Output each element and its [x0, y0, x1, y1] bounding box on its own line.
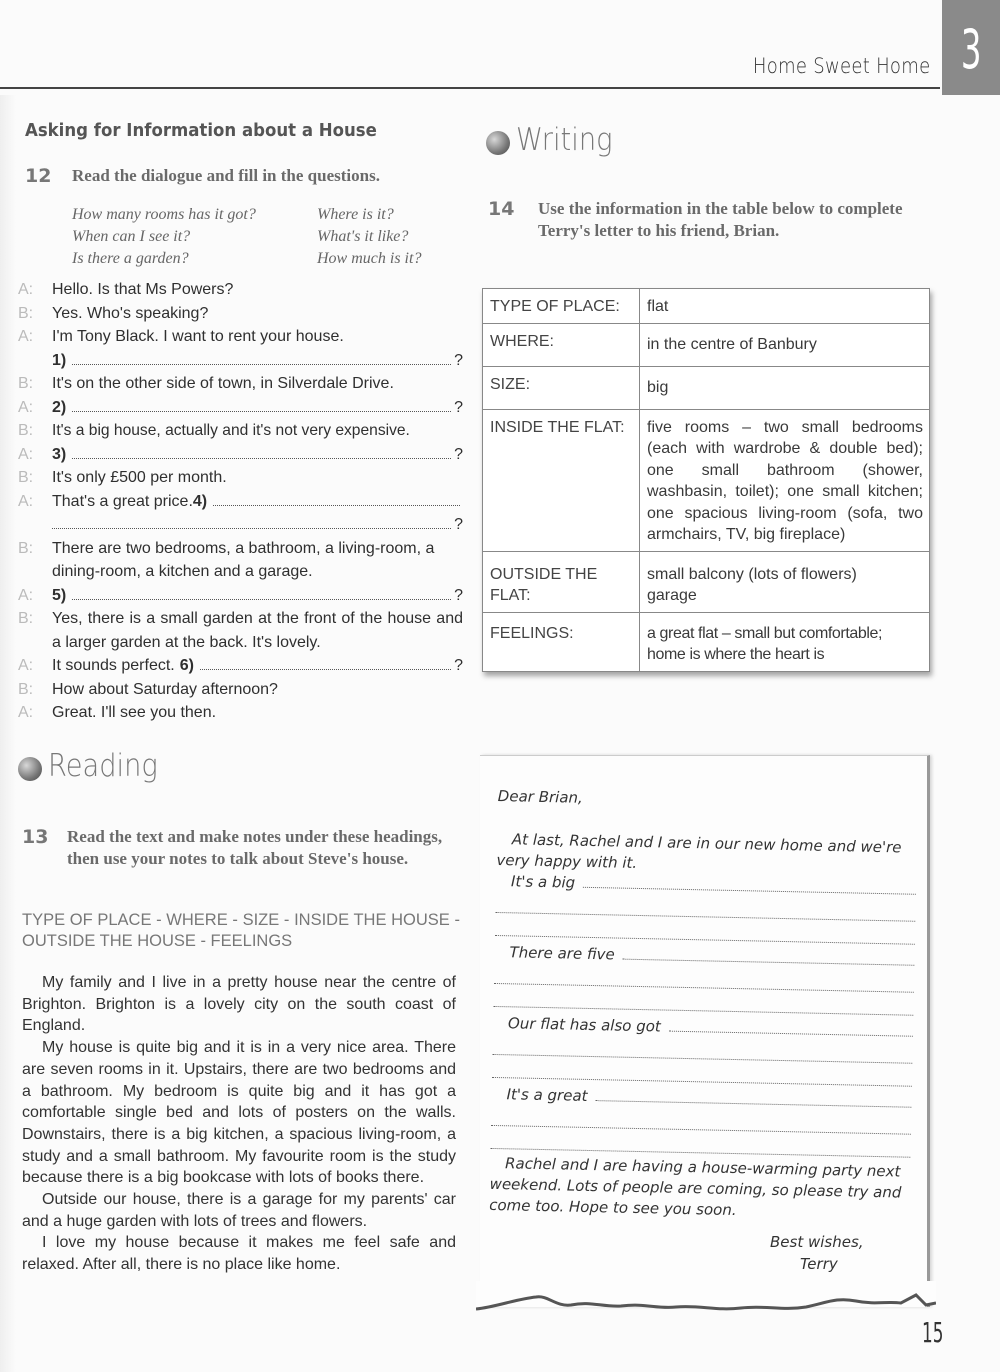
table-row: FEELINGS: a great flat – small but comfortable; home is where the heart is — [483, 612, 930, 671]
paragraph: Outside our house, there is a garage for my parents' car and a huge garden with lots of trees and flowers. — [22, 1191, 456, 1230]
fill-in-blank[interactable] — [669, 1020, 913, 1037]
speaker-label: B: — [18, 610, 34, 627]
reading-heading — [18, 748, 173, 784]
option: When can I see it? — [72, 228, 191, 245]
exercise-number: 13 — [22, 826, 49, 848]
sphere-bullet-icon — [486, 131, 510, 155]
option: What's it like? — [317, 228, 409, 245]
fill-in-blank[interactable] — [72, 398, 451, 412]
section-title-writing: Writing — [516, 122, 613, 158]
dialogue-line: A: Hello. Is that Ms Powers? — [18, 278, 463, 302]
exercise-number: 12 — [25, 165, 52, 187]
dialogue-line: B: How about Saturday afternoon? — [18, 678, 463, 702]
speaker-label: B: — [18, 680, 34, 698]
exercise-12 — [25, 165, 465, 187]
dialogue-line: A: I'm Tony Black. I want to rent your house. — [18, 325, 463, 349]
dialogue-blank-1[interactable]: 1) ? — [52, 351, 463, 369]
paragraph: My family and I live in a pretty house near the centre of Brighton. Brighton is a lovely city on the south coast of England. — [22, 974, 456, 1035]
binding-shadow — [0, 95, 16, 1372]
exercise-instruction: Use the information in the table below to complete Terry's letter to his friend, Brian. — [538, 199, 903, 240]
dialogue-line: B: Yes, there is a small garden at the front of the house and a larger garden at the back. It's lovely. — [18, 607, 463, 654]
option: How many rooms has it got? — [72, 206, 256, 223]
sphere-bullet-icon — [18, 757, 42, 781]
speaker-label: B: — [18, 422, 34, 439]
exercise-instruction: Read the text and make notes under these headings, then use your notes to talk about Steve's house. — [67, 827, 443, 868]
fill-in-blank[interactable] — [595, 1089, 911, 1108]
letter-line-rooms[interactable]: There are five — [494, 942, 914, 972]
table-row: OUTSIDE THE FLAT: small balcony (lots of flowers) garage — [483, 551, 930, 612]
torn-edge-decoration — [476, 1281, 936, 1321]
fill-in-blank[interactable] — [583, 876, 916, 895]
paragraph: I love my house because it makes me feel safe and relaxed. After all, there is no place like home. — [22, 1234, 456, 1274]
reading-passage — [22, 972, 456, 1276]
table-row: INSIDE THE FLAT: five rooms – two small bedrooms (each with wardrobe & double bed); one small bathroom (shower, washbasin, toilet); one small kitchen; one spacious living-room (sofa, two armchairs, TV, big fireplace) — [483, 409, 930, 551]
letter-card — [480, 755, 930, 1307]
fill-in-blank[interactable] — [72, 586, 451, 600]
dialogue-line: B: It's on the other side of town, in Silverdale Drive. — [18, 372, 463, 396]
speaker-label: B: — [18, 469, 34, 486]
dialogue-line: B: It's a big house, actually and it's not very expensive. — [18, 419, 463, 443]
running-header — [0, 0, 1000, 95]
letter-greeting: Dear Brian, — [497, 786, 583, 807]
dialogue-blank-6[interactable]: A: It sounds perfect. 6) ? — [18, 657, 463, 674]
fill-in-blank[interactable] — [200, 656, 451, 670]
flat-info-table — [482, 288, 930, 672]
chapter-tab — [942, 0, 1000, 95]
speaker-label: A: — [18, 328, 34, 345]
page-number: 15 — [922, 1316, 944, 1349]
dialogue-line: B: There are two bedrooms, a bathroom, a living-room, a dining-room, a kitchen and a garage. — [18, 537, 463, 584]
fill-in-blank[interactable] — [213, 492, 460, 506]
option: Where is it? — [317, 206, 394, 223]
paragraph: My house is quite big and it is in a very nice area. There are seven rooms in it. Upstairs, there are two bedrooms and a bathroom. My bedroom is quite big and it has got a comfortable single bed and lots of posters on the walls. Downstairs, there is a big kitchen, a spacious living-room, a study and a small bathroom. My favourite room is the study because there is a big bookcase with lots of books there. — [22, 1039, 456, 1187]
exercise-13 — [22, 826, 462, 870]
speaker-label: B: — [18, 375, 34, 392]
fill-in-blank[interactable] — [72, 351, 451, 365]
table-row: SIZE: big — [483, 366, 930, 409]
letter-line-outside[interactable]: Our flat has also got — [493, 1013, 913, 1043]
letter-opening: At last, Rachel and I are in our new home and we're very happy with it. — [496, 830, 902, 872]
letter-body — [489, 786, 918, 1225]
note-headings: TYPE OF PLACE - WHERE - SIZE - INSIDE THE HOUSE - OUTSIDE THE HOUSE - FEELINGS — [22, 911, 460, 950]
letter-closing-paragraph: Rachel and I are having a house-warming party next weekend. Lots of people are coming, so please try and come too. Hope to see you soon. — [489, 1154, 902, 1220]
header-rule — [0, 87, 940, 89]
option: Is there a garden? — [72, 250, 189, 267]
running-title: Home Sweet Home — [752, 54, 930, 78]
dialogue-blank-3[interactable]: A: 3) ? — [18, 445, 463, 463]
exercise-number: 14 — [488, 198, 515, 220]
letter-signoff: Best wishes, Terry — [770, 1233, 864, 1273]
exercise-instruction: Read the dialogue and fill in the questions. — [72, 166, 380, 185]
letter-line-feelings[interactable]: It's a great — [491, 1084, 911, 1114]
option: How much is it? — [317, 250, 422, 267]
dialogue-line: B: Yes. Who's speaking? — [18, 302, 463, 326]
letter-line-size[interactable]: It's a big — [496, 871, 916, 901]
letter-signature: Terry — [800, 1255, 838, 1273]
question-options — [72, 204, 462, 270]
chapter-number: 3 — [960, 18, 982, 81]
dialogue-line: A: Great. I'll see you then. — [18, 701, 463, 725]
section-heading-asking: Asking for Information about a House — [25, 120, 377, 141]
fill-in-blank[interactable] — [52, 515, 451, 529]
table-row: TYPE OF PLACE: flat — [483, 289, 930, 324]
speaker-label: A: — [18, 704, 34, 721]
section-title-reading: Reading — [48, 748, 158, 784]
dialogue-blank-2[interactable]: A: 2) ? — [18, 398, 463, 416]
fill-in-blank[interactable] — [72, 445, 451, 459]
dialogue — [18, 278, 463, 725]
dialogue-line: B: It's only £500 per month. — [18, 466, 463, 490]
fill-in-blank[interactable] — [623, 948, 915, 966]
speaker-label: A: — [18, 281, 34, 298]
dialogue-blank-4-cont[interactable]: ? — [18, 513, 463, 537]
dialogue-blank-5[interactable]: A: 5) ? — [18, 586, 463, 604]
speaker-label: B: — [18, 304, 34, 322]
writing-heading — [486, 122, 626, 158]
exercise-14 — [488, 198, 918, 242]
dialogue-blank-4[interactable]: A: That's a great price. 4) — [18, 490, 463, 514]
speaker-label: B: — [18, 539, 34, 557]
table-row: WHERE: in the centre of Banbury — [483, 323, 930, 366]
